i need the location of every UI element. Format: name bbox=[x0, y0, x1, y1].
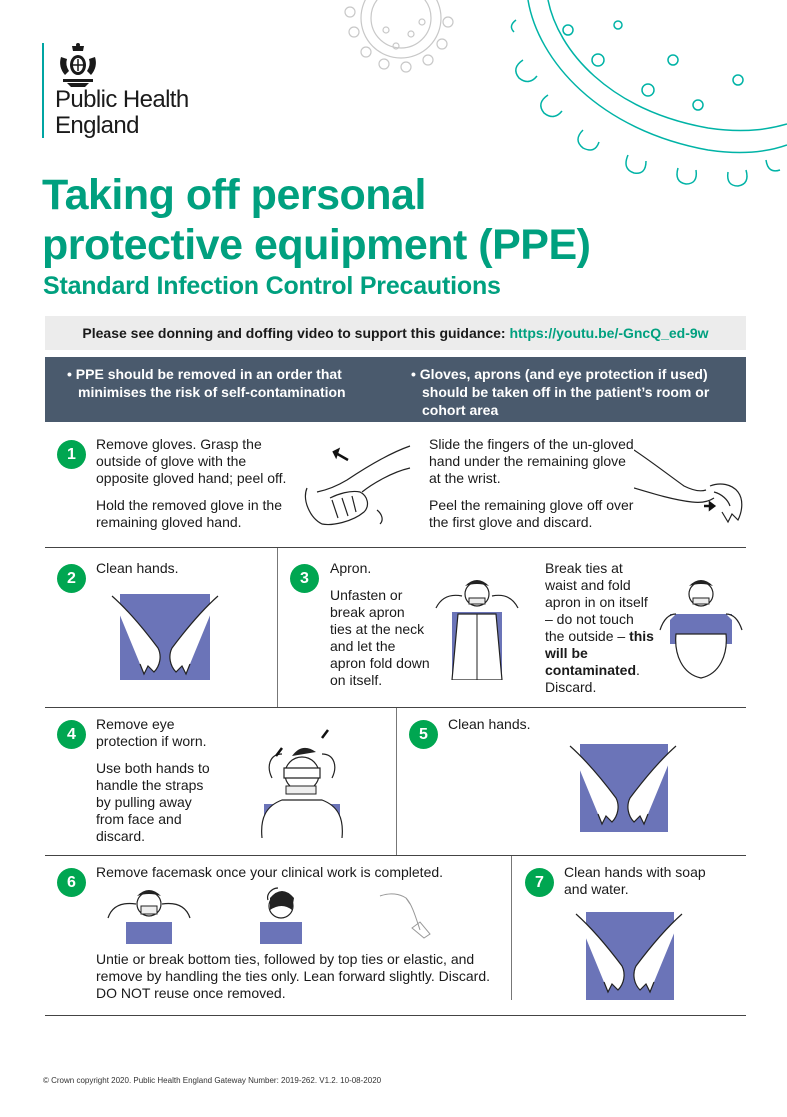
step-4-text-b: Use both hands to handle the straps by pulling away from face and discard. bbox=[96, 760, 210, 844]
page-subtitle: Standard Infection Control Precautions bbox=[43, 272, 501, 300]
step-3-text-c-end: . Discard. bbox=[545, 662, 640, 695]
clean-hands-illustration bbox=[568, 742, 678, 834]
step-1-text-d: Peel the remaining glove off over the first glove and discard. bbox=[429, 497, 634, 530]
info-right: • Gloves, aprons (and eye protection if used) should be taken off in the patient’s room or cohort area bbox=[411, 366, 710, 418]
step-3-text-c: Break ties at waist and fold apron in on itself – do not touch the outside – bbox=[545, 560, 648, 644]
step-number: 2 bbox=[57, 564, 86, 593]
step-4-text bbox=[96, 716, 216, 855]
virus-large-illustration bbox=[508, 0, 787, 196]
mask-untie-illustration bbox=[104, 886, 194, 944]
step-number: 1 bbox=[57, 440, 86, 469]
glove-discard-illustration bbox=[634, 448, 746, 528]
org-name: Public Health England bbox=[55, 86, 189, 139]
step-6-text-b: Untie or break bottom ties, followed by top ties or elastic, and remove by handling the ties only. Lean forward slightly. Discard. DO NOT reuse once removed. bbox=[96, 951, 491, 1001]
divider bbox=[45, 547, 746, 548]
step-number: 6 bbox=[57, 868, 86, 897]
divider bbox=[45, 855, 746, 856]
divider bbox=[45, 1015, 746, 1016]
glove-removal-illustration bbox=[302, 440, 412, 530]
step-2-text: Clean hands. bbox=[96, 560, 179, 576]
info-box bbox=[45, 357, 746, 422]
copyright-footer: © Crown copyright 2020. Public Health England Gateway Number: 2019-262. V1.2. 10-08-2020 bbox=[43, 1076, 382, 1085]
info-left: • PPE should be removed in an order that minimises the risk of self-contamination bbox=[67, 366, 346, 400]
clean-hands-illustration bbox=[574, 910, 684, 1002]
step-4-text-a: Remove eye protection if worn. bbox=[96, 716, 207, 749]
page-title: Taking off personal protective equipment (PPE) bbox=[42, 171, 591, 269]
step-5-text: Clean hands. bbox=[448, 716, 531, 732]
video-link[interactable]: https://youtu.be/-GncQ_ed-9w bbox=[509, 325, 709, 341]
apron-neck-ties-illustration bbox=[428, 574, 526, 680]
step-3-text bbox=[330, 560, 430, 699]
step-3-text-c-bold: this will be contaminated bbox=[545, 628, 654, 678]
step-1-text bbox=[96, 436, 296, 541]
remove-eye-protection-illustration bbox=[252, 728, 352, 838]
phe-logo bbox=[42, 43, 189, 138]
video-guidance-bar bbox=[45, 316, 746, 350]
apron-waist-ties-illustration bbox=[656, 574, 746, 680]
step-number: 7 bbox=[525, 868, 554, 897]
step-6-text-a: Remove facemask once your clinical work is completed. bbox=[96, 864, 444, 880]
step-number: 5 bbox=[409, 720, 438, 749]
mask-remove-illustration bbox=[256, 884, 306, 944]
step-7-text: Clean hands with soap and water. bbox=[564, 864, 706, 897]
step-1-text-right bbox=[429, 436, 634, 541]
step-3-text-b: Unfasten or break apron ties at the neck and let the apron fold down on itself. bbox=[330, 587, 430, 688]
clean-hands-illustration bbox=[110, 592, 220, 682]
virus-small-illustration bbox=[326, 0, 476, 78]
step-1-text-b: Hold the removed glove in the remaining gloved hand. bbox=[96, 497, 282, 530]
step-1-text-c: Slide the fingers of the un-gloved hand under the remaining glove at the wrist. bbox=[429, 436, 634, 486]
divider bbox=[396, 708, 397, 855]
step-1-text-a: Remove gloves. Grasp the outside of glove with the opposite gloved hand; peel off. bbox=[96, 436, 287, 486]
step-3-text-a: Apron. bbox=[330, 560, 372, 576]
divider bbox=[511, 856, 512, 1000]
step-number: 3 bbox=[290, 564, 319, 593]
discarded-mask-illustration bbox=[370, 890, 440, 944]
step-3-text-right bbox=[545, 560, 655, 696]
video-guidance-text: Please see donning and doffing video to support this guidance: bbox=[82, 325, 510, 341]
royal-crest-icon bbox=[57, 43, 99, 87]
step-number: 4 bbox=[57, 720, 86, 749]
divider bbox=[277, 548, 278, 707]
